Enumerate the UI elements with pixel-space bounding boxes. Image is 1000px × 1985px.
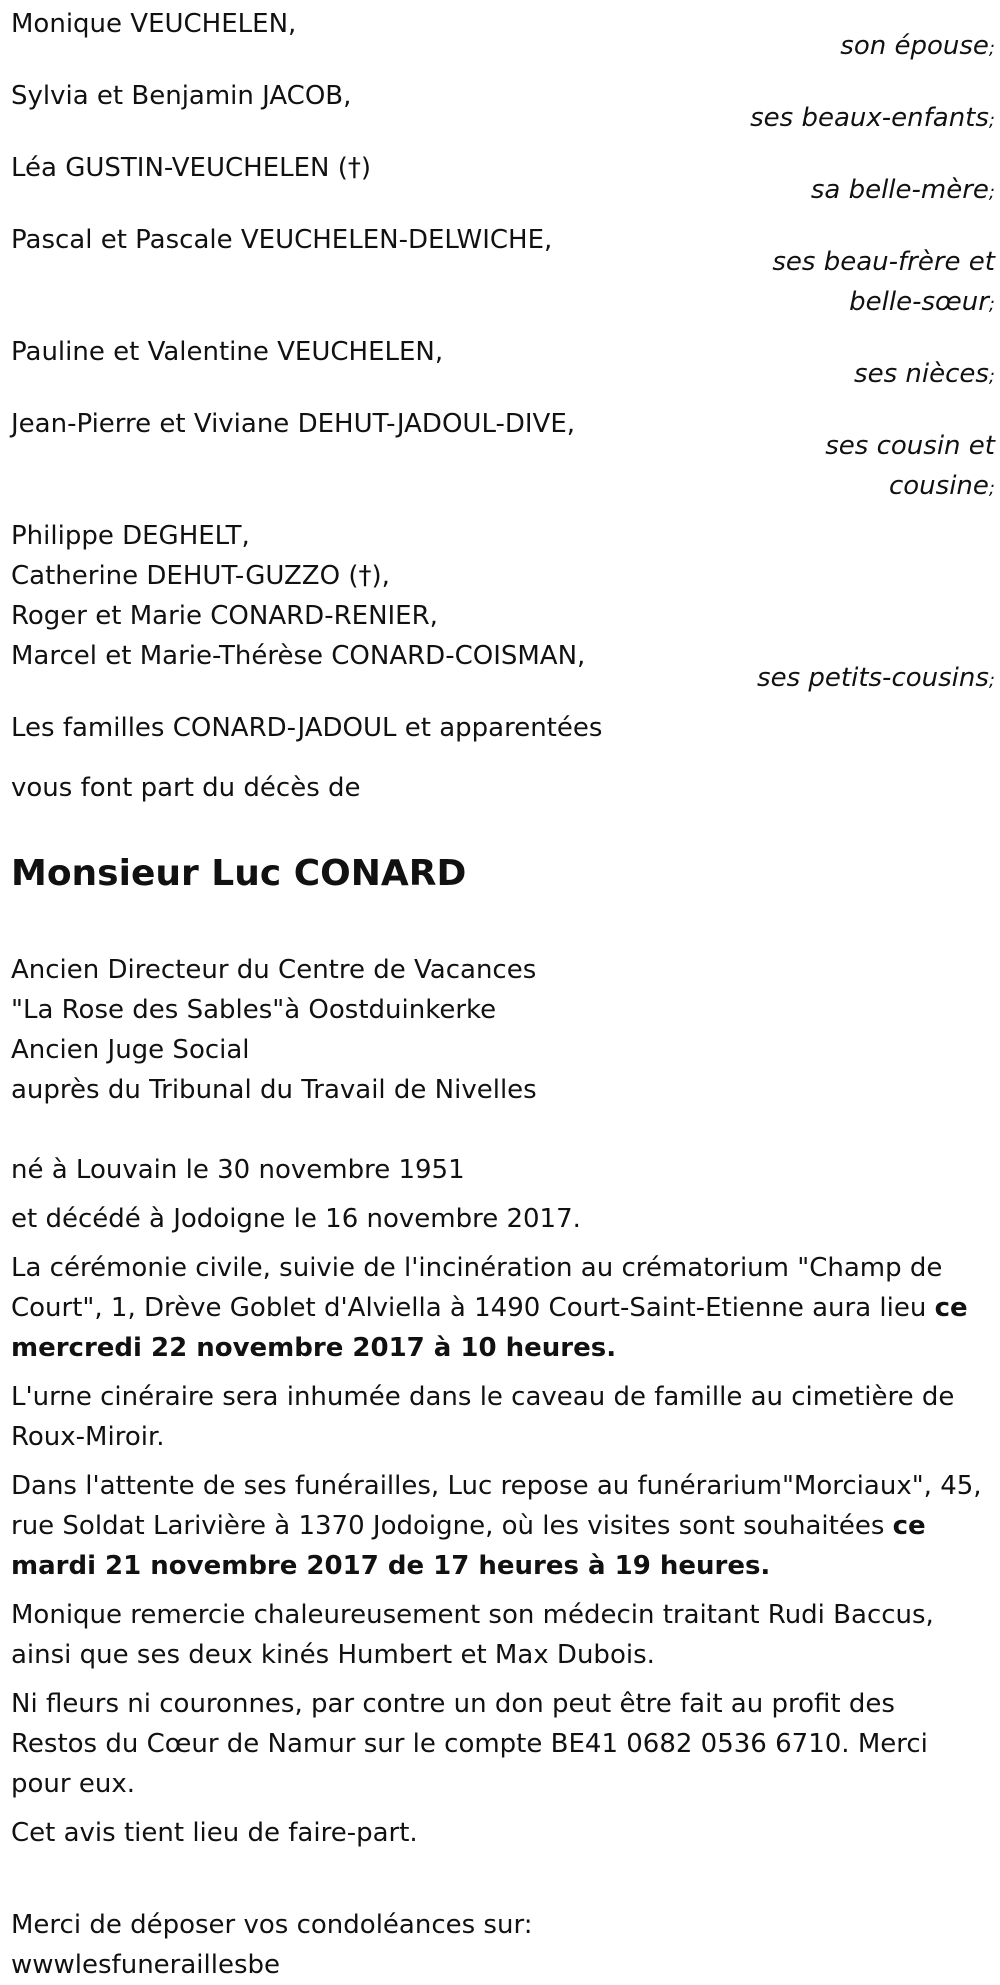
urn-paragraph: L'urne cinéraire sera inhumée dans le caveau de famille au cimetière de Roux-Miroir.: [11, 1382, 955, 1452]
relationship-text: ses beaux-enfants: [750, 103, 989, 133]
family-entry: [11, 148, 995, 213]
family-member-name: Roger et Marie CONARD-RENIER,: [11, 601, 438, 631]
family-entry: [11, 404, 995, 509]
notice-paragraph: Cet avis tient lieu de faire-part.: [11, 1818, 418, 1848]
family-member-name: Pauline et Valentine VEUCHELEN,: [11, 337, 444, 367]
family-entry: [11, 220, 995, 325]
family-member-name: Catherine DEHUT-GUZZO (†),: [11, 561, 390, 591]
title-line: Ancien Juge Social: [11, 1035, 250, 1065]
ceremony-text: La cérémonie civile, suivie de l'incinération au crématorium "Champ de Court", 1, Drève Goblet d'Alviella à 1490 Court-Saint-Etienne aura lieu: [11, 1253, 943, 1323]
repose-paragraph: [11, 1466, 986, 1586]
family-member-name: Sylvia et Benjamin JACOB,: [11, 81, 352, 111]
ceremony-paragraph: [11, 1248, 986, 1368]
relationship-suffix: ;: [988, 478, 995, 499]
family-entry: [11, 76, 995, 141]
deceased-name: Monsieur Luc CONARD: [11, 853, 467, 894]
relationship-text: ses nièces: [854, 359, 989, 389]
family-entry: [11, 708, 995, 748]
relationship-text: ses beau-frère et: [772, 247, 995, 277]
death-line: et décédé à Jodoigne le 16 novembre 2017.: [11, 1204, 581, 1234]
family-member-name: Pascal et Pascale VEUCHELEN-DELWICHE,: [11, 225, 553, 255]
relationship-text: ses cousin et: [825, 431, 995, 461]
intro-text: vous font part du décès de: [11, 773, 361, 803]
ceremony-date: ce mercredi 22 novembre 2017 à 10 heures.: [11, 1293, 968, 1363]
family-entry: [11, 4, 995, 69]
death-notice: [11, 4, 995, 1985]
birth-line: né à Louvain le 30 novembre 1951: [11, 1155, 465, 1185]
family-entry: [11, 332, 995, 397]
family-member-name: Léa GUSTIN-VEUCHELEN (†): [11, 153, 372, 183]
title-line: "La Rose des Sables"à Oostduinkerke: [11, 995, 497, 1025]
family-member-name: Monique VEUCHELEN,: [11, 9, 297, 39]
condolences-link[interactable]: wwwlesfuneraillesbe: [11, 1950, 281, 1980]
family-member-name: Jean-Pierre et Viviane DEHUT-JADOUL-DIVE,: [11, 409, 576, 439]
family-member-name: Philippe DEGHELT,: [11, 521, 250, 551]
family-list: [11, 4, 995, 748]
relationship-suffix: ;: [988, 110, 995, 131]
relationship-suffix: ;: [988, 38, 995, 59]
family-member-name: Les familles CONARD-JADOUL et apparentées: [11, 713, 603, 743]
relationship-text: son épouse: [840, 31, 989, 61]
relationship-text: belle-sœur: [849, 287, 989, 317]
thanks-paragraph: Monique remercie chaleureusement son médecin traitant Rudi Baccus, ainsi que ses deux kinés Humbert et Max Dubois.: [11, 1600, 934, 1670]
titles-block: [11, 950, 995, 1110]
relationship-text: cousine: [888, 471, 989, 501]
family-entry: [11, 516, 995, 701]
relationship-suffix: ;: [988, 294, 995, 315]
title-line: auprès du Tribunal du Travail de Nivelles: [11, 1075, 537, 1105]
relationship-text: sa belle-mère: [810, 175, 989, 205]
visit-date: ce mardi 21 novembre 2017 de 17 heures à 19 heures.: [11, 1511, 926, 1581]
flowers-paragraph: Ni fleurs ni couronnes, par contre un don peut être fait au profit des Restos du Cœur de Namur sur le compte BE41 0682 0536 6710. Merci pour eux.: [11, 1689, 928, 1799]
relationship-suffix: ;: [988, 670, 995, 691]
condolences-block: [11, 1905, 995, 1985]
relationship-text: ses petits-cousins: [757, 663, 989, 693]
family-member-name: Marcel et Marie-Thérèse CONARD-COISMAN,: [11, 641, 586, 671]
relationship-suffix: ;: [988, 366, 995, 387]
title-line: Ancien Directeur du Centre de Vacances: [11, 955, 537, 985]
condolences-label: Merci de déposer vos condoléances sur:: [11, 1910, 533, 1940]
repose-text: Dans l'attente de ses funérailles, Luc repose au funérarium"Morciaux", 45, rue Soldat Larivière à 1370 Jodoigne, où les visites sont souhaitées: [11, 1471, 982, 1541]
relationship-suffix: ;: [988, 182, 995, 203]
